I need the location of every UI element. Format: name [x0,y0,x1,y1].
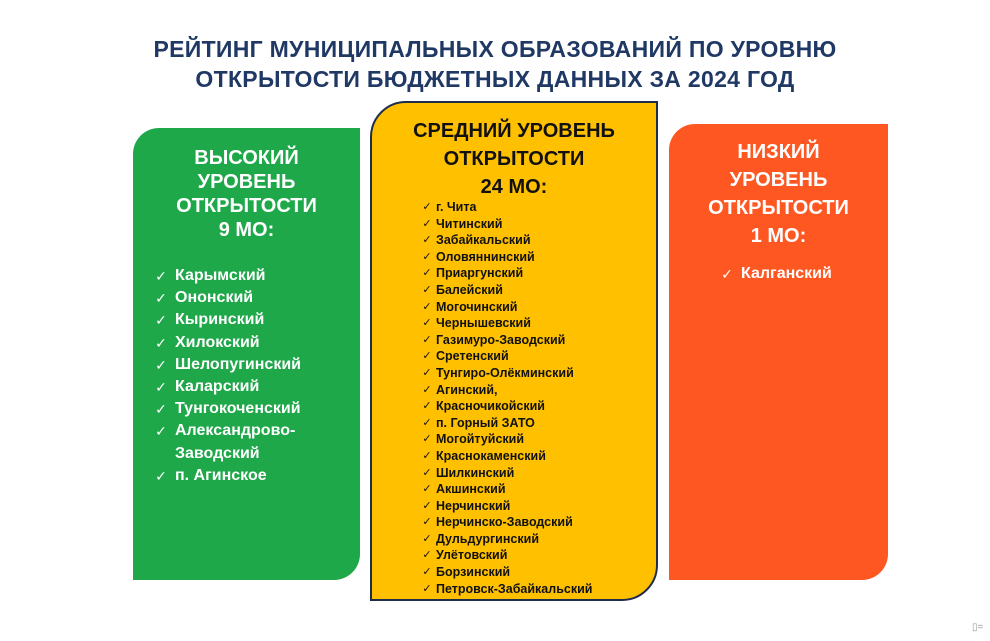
list-item [418,581,592,598]
municipality-name: Приаргунский [436,266,524,281]
title-line-1: РЕЙТИНГ МУНИЦИПАЛЬНЫХ ОБРАЗОВАНИЙ ПО УРОВНЮ [153,36,837,62]
check-icon: ✓ [422,366,432,379]
list-item [147,332,322,354]
list-item [147,354,322,376]
list-item [418,348,592,365]
high-openness-heading [133,146,360,242]
municipality-name: Хилокский [175,333,260,351]
check-icon: ✓ [721,266,733,282]
check-icon: ✓ [422,283,432,296]
check-icon: ✓ [422,449,432,462]
list-item [147,265,322,287]
heading-line: ОТКРЫТОСТИ [443,148,585,170]
list-item [418,498,592,515]
high-openness-card [133,128,360,580]
list-item [418,415,592,432]
list-item [418,365,592,382]
list-item [147,287,322,309]
medium-openness-card [370,101,658,601]
list-item [147,420,322,464]
heading-line: ВЫСОКИЙ [194,147,299,169]
heading-line: 24 МО: [480,176,548,198]
municipality-name: Калганский [741,265,832,282]
check-icon: ✓ [422,416,432,429]
check-icon: ✓ [422,217,432,230]
check-icon: ✓ [422,317,432,330]
check-icon: ✓ [422,300,432,313]
list-item [147,309,322,331]
municipality-name: Акшинский [436,482,506,497]
municipality-name: Дульдургинский [436,531,539,546]
municipality-name: Борзинский [436,565,511,580]
check-icon: ✓ [422,499,432,512]
municipality-name: Сретенский [436,349,509,364]
list-item [418,431,592,448]
low-openness-card [669,124,888,580]
heading-line: 1 МО: [750,225,807,247]
list-item [418,265,592,282]
municipality-name: Газимуро-Заводский [436,332,566,347]
municipality-name: Кыринский [175,311,265,329]
medium-openness-heading [372,117,656,201]
check-icon: ✓ [422,532,432,545]
check-icon: ✓ [155,268,167,284]
municipality-name: Могочинский [436,299,518,314]
municipality-name: Агинский, [436,382,498,397]
municipality-name: Нерчинский [436,498,511,513]
heading-line: ОТКРЫТОСТИ [708,197,849,219]
check-icon: ✓ [422,400,432,413]
municipality-name: Тунгокоченский [175,400,301,418]
check-icon: ✓ [155,401,167,418]
municipality-name: Шелопугинский [175,355,302,373]
list-item [418,547,592,564]
page-title [0,34,990,94]
list-item [418,216,592,233]
municipality-name: Нерчинско-Заводский [436,515,573,530]
municipality-name: Чернышевский [436,316,531,331]
check-icon: ✓ [422,267,432,280]
check-icon: ✓ [422,549,432,562]
list-item [418,332,592,349]
list-item [418,531,592,548]
municipality-name: Ононский [175,289,254,307]
municipality-name: Оловяннинский [436,249,535,264]
check-icon: ✓ [422,234,432,247]
list-item [713,263,832,285]
list-item [418,232,592,249]
check-icon: ✓ [422,466,432,479]
high-openness-list [147,265,322,487]
check-icon: ✓ [422,566,432,579]
municipality-name: Петровск-Забайкальский [436,581,593,596]
slide-corner-icon: ▯= [972,622,984,633]
check-icon: ✓ [422,383,432,396]
list-item [418,448,592,465]
check-icon: ✓ [155,379,167,396]
list-item [147,376,322,398]
list-item [147,398,322,420]
heading-line: 9 МО: [218,219,275,241]
municipality-name: Могойтуйский [436,432,525,447]
list-item [418,282,592,299]
municipality-name: Балейский [436,282,503,297]
check-icon: ✓ [422,582,432,595]
check-icon: ✓ [422,516,432,529]
municipality-name: п. Агинское [175,466,267,484]
municipality-name: Читинский [436,216,503,231]
check-icon: ✓ [155,312,167,329]
municipality-name: Александрово-Заводский [175,422,296,462]
list-item [418,398,592,415]
municipality-name: Шилкинский [436,465,515,480]
check-icon: ✓ [422,433,432,446]
medium-openness-list [418,199,592,597]
heading-line: СРЕДНИЙ УРОВЕНЬ [413,120,615,142]
municipality-name: Улётовский [436,548,508,563]
heading-line: НИЗКИЙ [737,141,820,163]
municipality-name: Каларский [175,378,260,396]
list-item [418,481,592,498]
check-icon: ✓ [155,290,167,307]
low-openness-list [713,263,832,285]
heading-line: ОТКРЫТОСТИ [176,195,317,217]
municipality-name: п. Горный ЗАТО [436,415,535,430]
check-icon: ✓ [155,334,167,351]
municipality-name: Карымский [175,267,266,284]
municipality-name: Забайкальский [436,233,531,248]
heading-line: УРОВЕНЬ [197,171,296,193]
check-icon: ✓ [422,333,432,346]
list-item [418,249,592,266]
heading-line: УРОВЕНЬ [729,169,828,191]
municipality-name: Тунгиро-Олёкминский [436,365,574,380]
check-icon: ✓ [422,201,432,213]
list-item [147,465,322,487]
low-openness-heading [669,138,888,250]
list-item [418,514,592,531]
list-item [418,564,592,581]
list-item [418,315,592,332]
title-line-2: ОТКРЫТОСТИ БЮДЖЕТНЫХ ДАННЫХ ЗА 2024 ГОД [195,66,795,92]
list-item [418,299,592,316]
municipality-name: Красночикойский [436,399,545,414]
check-icon: ✓ [155,356,167,373]
check-icon: ✓ [422,350,432,363]
check-icon: ✓ [422,250,432,263]
municipality-name: Краснокаменский [436,448,546,463]
check-icon: ✓ [422,483,432,496]
check-icon: ✓ [155,423,167,440]
municipality-name: г. Чита [436,200,477,214]
check-icon: ✓ [155,467,167,484]
list-item [418,465,592,482]
list-item [418,199,592,216]
list-item [418,382,592,399]
